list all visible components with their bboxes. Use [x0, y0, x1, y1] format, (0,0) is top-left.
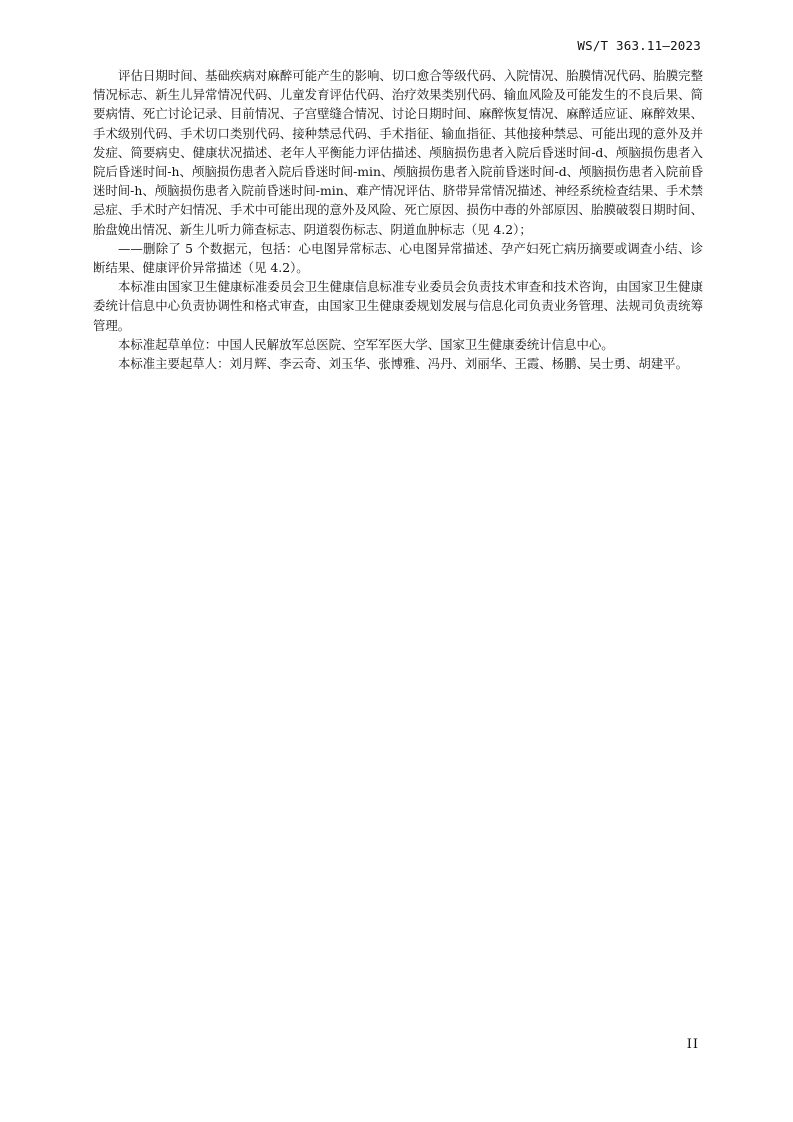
paragraph-drafters: 本标准主要起草人：刘月辉、李云奇、刘玉华、张博雅、冯丹、刘丽华、王霞、杨鹏、吴士勇、胡建平。: [118, 356, 688, 372]
paragraph-responsible-committee: 本标准由国家卫生健康标准委员会卫生健康信息标准专业委员会负责技术审查和技术咨询，由国家卫生健康委统计信息中心负责协调性和格式审查，由国家卫生健康委规划发展与信息化司负责业务管理、法规司负责统筹管理。: [93, 279, 703, 333]
paragraph-deleted-elements: ——删除了 5 个数据元，包括：心电图异常标志、心电图异常描述、孕产妇死亡病历摘要或调查小结、诊断结果、健康评价异常描述（见 4.2）。: [93, 240, 703, 276]
body-text: [93, 66, 703, 373]
page-number: II: [686, 1037, 699, 1052]
paragraph-drafting-units: 本标准起草单位：中国人民解放军总医院、空军军医大学、国家卫生健康委统计信息中心。: [118, 336, 614, 352]
document-code-header: WS/T 363.11—2023: [577, 38, 701, 53]
paragraph-added-elements-continuation: 评估日期时间、基础疾病对麻醉可能产生的影响、切口愈合等级代码、入院情况、胎膜情况代码、胎膜完整情况标志、新生儿异常情况代码、儿童发育评估代码、治疗效果类别代码、输血风险及可能发生的不良后果、简要病情、死亡讨论记录、目前情况、子宫壁缝合情况、讨论日期时间、麻醉恢复情况、麻醉适应证、麻醉效果、手术级别代码、手术切口类别代码、接种禁忌代码、手术指征、输血指征、其他接种禁忌、可能出现的意外及并发症、简要病史、健康状况描述、老年人平衡能力评估描述、颅脑损伤患者入院后昏迷时间-d、颅脑损伤患者入院后昏迷时间-h、颅脑损伤患者入院后昏迷时间-min、颅脑损伤患者入院前昏迷时间-d、颅脑损伤患者入院前昏迷时间-h、颅脑损伤患者入院前昏迷时间-min、难产情况评估、脐带异常情况描述、神经系统检查结果、手术禁忌症、手术时产妇情况、手术中可能出现的意外及风险、死亡原因、损伤中毒的外部原因、胎膜破裂日期时间、胎盘娩出情况、新生儿听力筛查标志、阴道裂伤标志、阴道血肿标志（见 4.2）；: [93, 68, 704, 237]
